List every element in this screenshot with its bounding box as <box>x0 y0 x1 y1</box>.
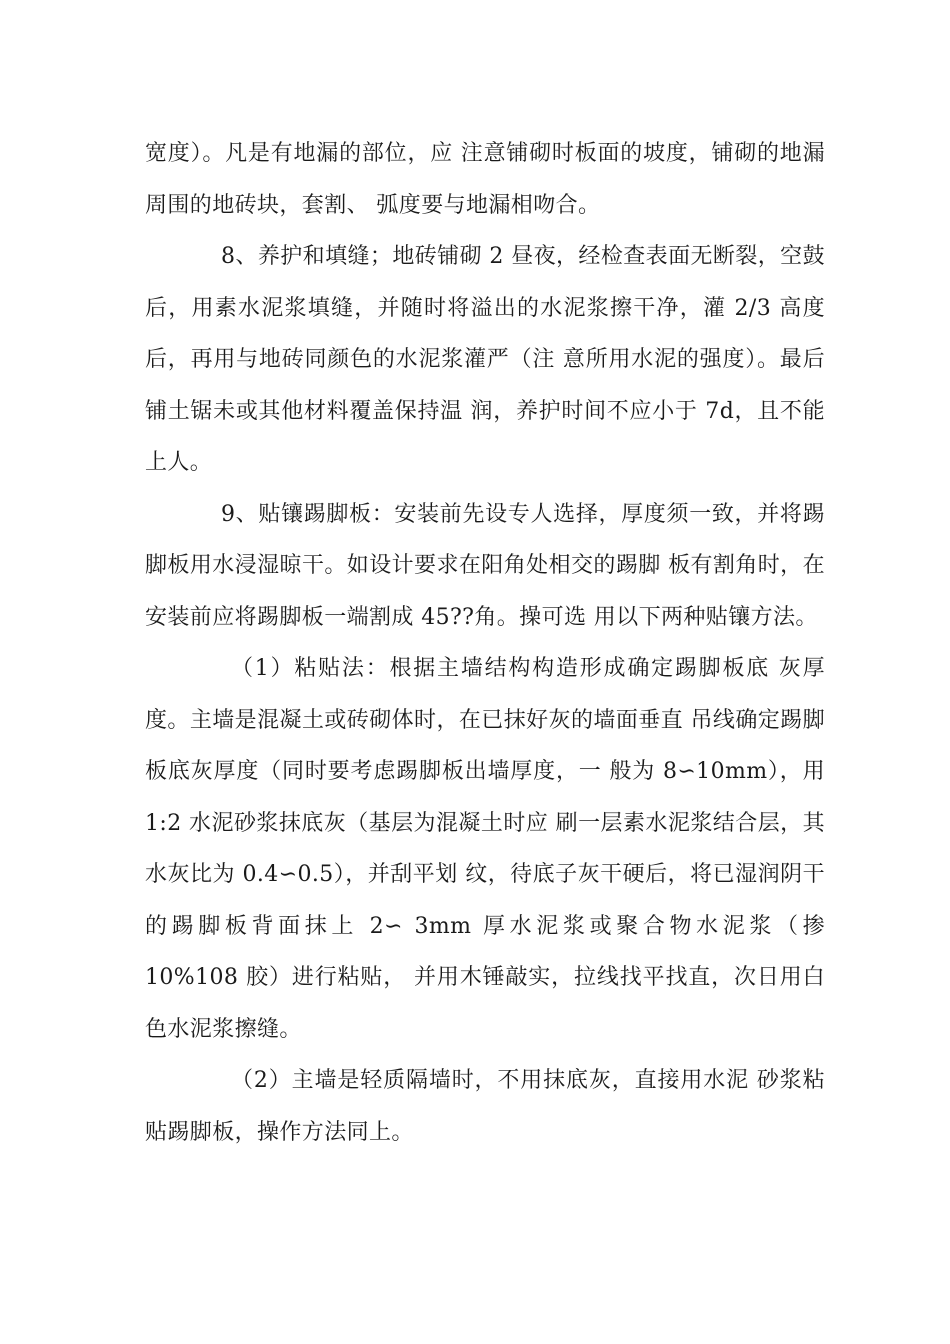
paragraph-method-2: （2）主墙是轻质隔墙时，不用抹底灰，直接用水泥 砂浆粘贴踢脚板，操作方法同上。 <box>145 1068 825 1145</box>
paragraph-step-8: 8、养护和填缝；地砖铺砌 2 昼夜，经检查表面无断裂，空鼓后，用素水泥浆填缝，并随时将溢出的水泥浆擦干净，灌 2/3 高度后，再用与地砖同颜色的水泥浆灌严（注 意所用水泥的强度）。最后铺土锯未或其他材料覆盖保持温 润，养护时间不应小于 7d，且不能上人。 <box>145 244 825 475</box>
document-body <box>145 128 825 1158</box>
paragraph-method-1: （1）粘贴法：根据主墙结构构造形成确定踢脚板底 灰厚度。主墙是混凝土或砖砌体时，在已抹好灰的墙面垂直 吊线确定踢脚板底灰厚度（同时要考虑踢脚板出墙厚度，一 般为 8∽10mm），用 1:2 水泥砂浆抹底灰（基层为混凝土时应 刷一层素水泥浆结合层，其水灰比为 0.4∽0.5），并刮平划 纹，待底子灰干硬后，将已湿润阴干的踢脚板背面抹上 2∽ 3mm 厚水泥浆或聚合物水泥浆（掺 10%108 胶）进行粘贴， 并用木锤敲实，拉线找平找直，次日用白色水泥浆擦缝。 <box>145 656 825 1042</box>
paragraph-continuation: 宽度）。凡是有地漏的部位，应 注意铺砌时板面的坡度，铺砌的地漏周围的地砖块，套割、 弧度要与地漏相吻合。 <box>145 141 825 218</box>
paragraph-step-9: 9、贴镶踢脚板：安装前先设专人选择，厚度须一致，并将踢脚板用水浸湿晾干。如设计要求在阳角处相交的踢脚 板有割角时，在安装前应将踢脚板一端割成 45??角。操可选 用以下两种贴镶方法。 <box>145 501 825 630</box>
